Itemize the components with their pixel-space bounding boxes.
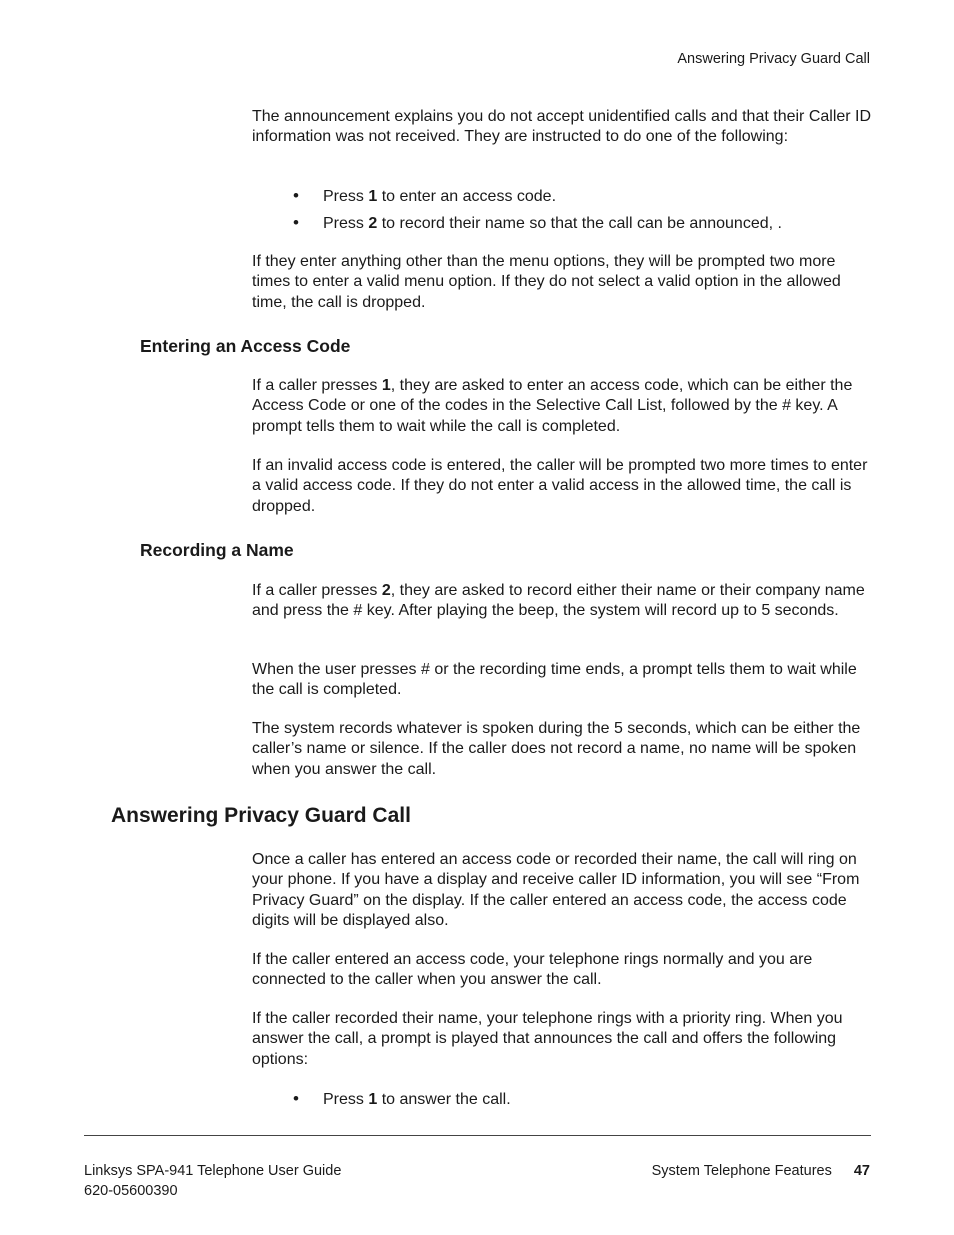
access-code-heading: Entering an Access Code <box>140 336 351 356</box>
answering-paragraph-2: If the caller entered an access code, your telephone rings normally and you are connected to the caller when you answer the call. <box>252 951 813 989</box>
running-header: Answering Privacy Guard Call <box>677 51 870 67</box>
intro-bullet-1: • Press 1 to enter an access code. <box>293 186 557 205</box>
answering-section-heading: Answering Privacy Guard Call <box>111 804 411 827</box>
key-label: 1 <box>368 188 378 205</box>
guide-title: Linksys SPA-941 Telephone User Guide <box>84 1163 342 1179</box>
key-label: 2 <box>368 215 378 232</box>
invalid-option-paragraph: If they enter anything other than the menu options, they will be prompted two more times to enter a valid menu option. If they do not select a valid option in the allowed time, the call is dropped. <box>252 253 841 311</box>
access-code-paragraph: If a caller presses 1, they are asked to enter an access code, which can be either the Access Code or one of the codes in the Selective Call List, followed by the # key. A prompt tells them to wait while the call is completed. <box>252 377 853 435</box>
recording-paragraph-2: When the user presses # or the recording time ends, a prompt tells them to wait while the call is completed. <box>252 661 857 699</box>
footer-right <box>652 1161 870 1181</box>
bullet-icon: • <box>293 213 299 232</box>
recording-heading: Recording a Name <box>140 540 294 560</box>
intro-bullet-2: • Press 2 to record their name so that the call can be announced, . <box>293 213 782 232</box>
invalid-access-paragraph: If an invalid access code is entered, the caller will be prompted two more times to enter a valid access code. If they do not enter a valid access in the allowed time, the call is dropped. <box>252 457 868 515</box>
recording-paragraph-3: The system records whatever is spoken during the 5 seconds, which can be either the caller’s name or silence. If the caller does not record a name, no name will be spoken when you answer the call. <box>252 720 861 778</box>
bullet-icon: • <box>293 1089 299 1108</box>
bullet-icon: • <box>293 186 299 205</box>
answering-paragraph-3: If the caller recorded their name, your telephone rings with a priority ring. When you answer the call, a prompt is played that announces the call and offers the following options: <box>252 1010 843 1068</box>
answering-bullet-1: • Press 1 to answer the call. <box>293 1089 511 1108</box>
recording-paragraph-1: If a caller presses 2, they are asked to record either their name or their company name and press the # key. After playing the beep, the system will record up to 5 seconds. <box>252 582 865 620</box>
footer-divider <box>84 1135 871 1136</box>
intro-paragraph: The announcement explains you do not accept unidentified calls and that their Caller ID information was not received. They are instructed to do one of the following: <box>252 108 872 146</box>
key-label: 2 <box>381 582 391 599</box>
page-number: 47 <box>853 1163 870 1179</box>
chapter-title: System Telephone Features <box>651 1163 832 1179</box>
key-label: 1 <box>381 377 391 394</box>
document-number: 620-05600390 <box>84 1183 178 1199</box>
key-label: 1 <box>368 1091 378 1108</box>
answering-paragraph-1: Once a caller has entered an access code or recorded their name, the call will ring on your phone. If you have a display and receive caller ID information, you will see “From Privacy Guard” on the display. If the caller entered an access code, the access code digits will be displayed also. <box>252 851 860 929</box>
footer-left <box>84 1161 341 1201</box>
